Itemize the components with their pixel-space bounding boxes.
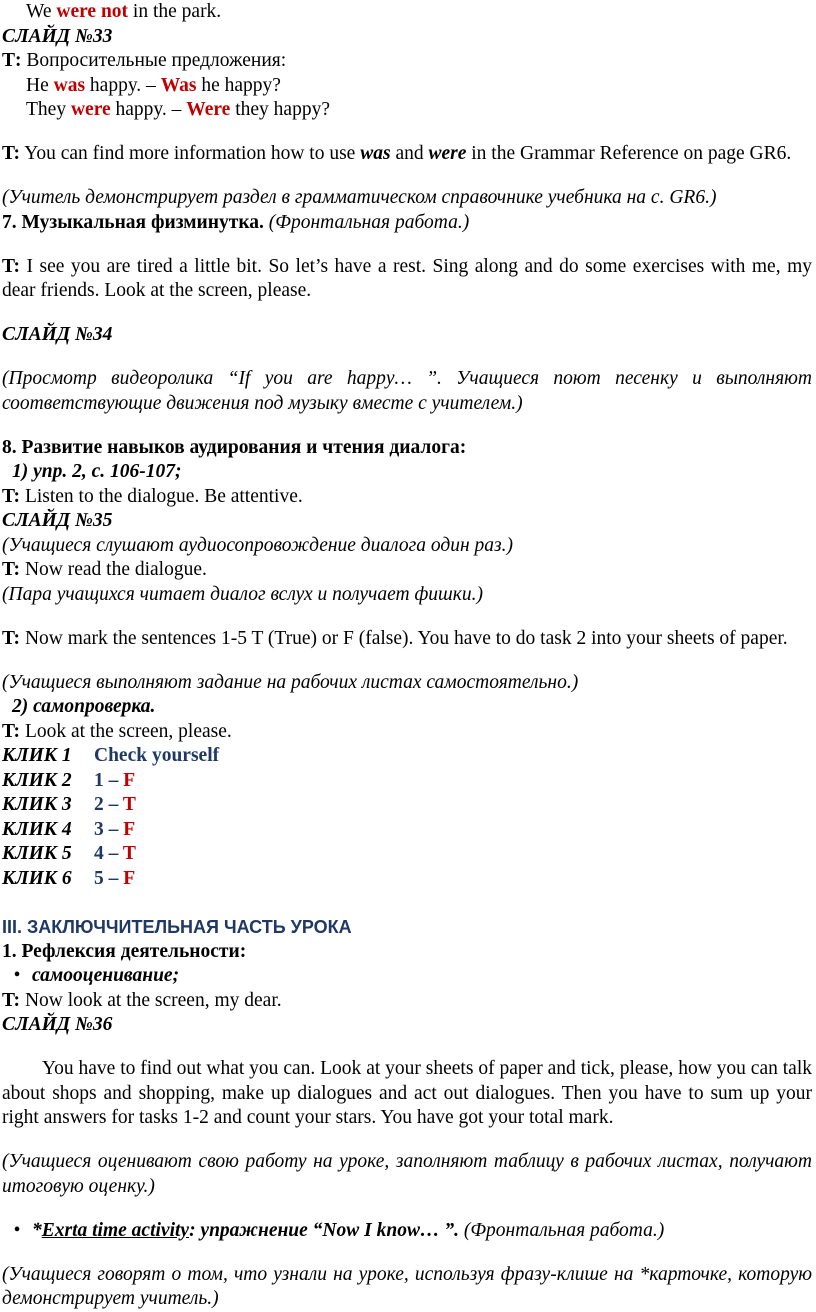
subsection-1: 1) упр. 2, с. 106-107; bbox=[12, 461, 182, 482]
example-line-we-were-not bbox=[2, 0, 812, 25]
stage-direction-grammar: (Учитель демонстрирует раздел в грамматическом справочнике учебника на с. GR6.) bbox=[2, 187, 717, 208]
text: happy. – bbox=[110, 99, 187, 120]
teacher-marker: T: bbox=[2, 720, 21, 742]
klik-dash: – bbox=[103, 843, 123, 864]
stage-direction-pair: (Пара учащихся читает диалог вслух и получает фишки.) bbox=[2, 583, 483, 605]
text: happy. – bbox=[85, 74, 161, 96]
klik-value: 4 bbox=[94, 843, 104, 864]
heading-note: (Фронтальная работа.) bbox=[263, 211, 470, 233]
text: You can find more information how to use bbox=[20, 143, 361, 164]
text: (Фронтальная работа.) bbox=[458, 1219, 665, 1241]
teacher-marker: T: bbox=[2, 989, 21, 1011]
klik-answer: T bbox=[122, 794, 136, 815]
text: in the Grammar Reference on page GR6. bbox=[466, 143, 792, 164]
slide-label-35: СЛАЙД №35 bbox=[2, 510, 113, 531]
slide-label-33: СЛАЙД №33 bbox=[2, 25, 113, 47]
text: We bbox=[26, 1, 57, 22]
klik-label: КЛИК 1 bbox=[2, 745, 72, 766]
teacher-marker: T: bbox=[2, 485, 21, 507]
section-heading-8: 8. Развитие навыков аудирования и чтения диалога: bbox=[2, 436, 467, 458]
teacher-line-listen bbox=[2, 485, 812, 510]
subsection-2: 2) самопроверка. bbox=[12, 696, 156, 717]
klik-label: КЛИК 4 bbox=[2, 818, 72, 840]
text: Вопросительные предложения: bbox=[21, 50, 287, 71]
teacher-marker: Т: bbox=[2, 50, 22, 71]
text: Look at the screen, please. bbox=[20, 720, 232, 742]
stage-direction-phrase: (Учащиеся говорят о том, что узнали на уроке, используя фразу-клише на *карточке, которую демонстрирует учитель.) bbox=[2, 1263, 812, 1309]
emphasis-was: was bbox=[360, 143, 391, 164]
teacher-line-look bbox=[2, 720, 812, 745]
highlight-was-question: Was bbox=[160, 74, 197, 96]
example-line-he-was bbox=[2, 74, 812, 99]
klik-answer: F bbox=[123, 867, 136, 889]
heading-title: 7. Музыкальная физминутка. bbox=[2, 211, 264, 233]
klik-label: КЛИК 3 bbox=[2, 794, 72, 815]
klik-answer: F bbox=[123, 769, 136, 791]
klik-row bbox=[2, 793, 812, 818]
highlight-were-question: Were bbox=[186, 99, 231, 120]
bullet-item-self-assessment bbox=[2, 964, 812, 989]
text: They bbox=[26, 99, 71, 120]
slide-label-34: СЛАЙД №34 bbox=[2, 324, 113, 345]
text: He bbox=[26, 74, 54, 96]
klik-label: КЛИК 6 bbox=[2, 867, 72, 889]
klik-dash: – bbox=[103, 818, 124, 840]
highlight-were: were bbox=[56, 1, 97, 22]
bullet-item-extra-activity bbox=[2, 1219, 812, 1244]
example-line-they-were bbox=[2, 98, 812, 123]
stage-direction-worksheet: (Учащиеся выполняют задание на рабочих листах самостоятельно.) bbox=[2, 671, 579, 693]
klik-row bbox=[2, 818, 812, 843]
klik-value: 1 bbox=[94, 769, 104, 791]
teacher-marker: T: bbox=[2, 143, 21, 164]
klik-dash: – bbox=[103, 769, 124, 791]
extra-activity-title: Exrta time activity bbox=[41, 1219, 190, 1241]
teacher-marker: T: bbox=[2, 559, 21, 580]
klik-label: КЛИК 5 bbox=[2, 843, 72, 864]
stage-direction-video: (Просмотр видеоролика “If you are happy… ”. Учащиеся поют песенку и выполняют соответствующие движения под музыку вместе с учителем.) bbox=[2, 368, 812, 414]
klik-value: Check yourself bbox=[94, 745, 220, 766]
text: Now read the dialogue. bbox=[20, 559, 207, 580]
teacher-marker: T: bbox=[2, 627, 21, 649]
text: самооценивание; bbox=[32, 965, 180, 986]
klik-dash: – bbox=[103, 867, 124, 889]
teacher-line-rest bbox=[2, 255, 812, 304]
slide-label-36: СЛАЙД №36 bbox=[2, 1014, 113, 1035]
highlight-not: not bbox=[100, 1, 129, 22]
teacher-line-questions bbox=[2, 49, 812, 74]
text: * bbox=[32, 1219, 42, 1241]
text: Now mark the sentences 1-5 T (True) or F (false). You have to do task 2 into your sheets of paper. bbox=[20, 627, 788, 649]
section-heading-iii: III. ЗАКЛЮЧЧИТЕЛЬНАЯ ЧАСТЬ УРОКА bbox=[2, 917, 352, 937]
teacher-paragraph-self-check: You have to find out what you can. Look at your sheets of paper and tick, please, how you can talk about shops and shopping, make up dialogues and act out dialogues. Then you have to sum up your right answers for tasks 1-2 and count your stars. You have got your total mark. bbox=[2, 1058, 812, 1128]
subsection-reflection: 1. Рефлексия деятельности: bbox=[2, 940, 247, 962]
highlight-was: was bbox=[53, 74, 86, 96]
stage-direction-evaluate: (Учащиеся оценивают свою работу на уроке, заполняют таблицу в рабочих листах, получают итоговую оценку.) bbox=[2, 1151, 812, 1197]
klik-label: КЛИК 2 bbox=[2, 769, 72, 791]
klik-list bbox=[2, 744, 812, 891]
text: they happy? bbox=[230, 99, 330, 120]
teacher-marker: T: bbox=[2, 255, 21, 277]
klik-value: 3 bbox=[94, 818, 104, 840]
klik-answer: T bbox=[122, 843, 136, 864]
section-heading-7 bbox=[2, 211, 812, 236]
highlight-were: were bbox=[70, 99, 111, 120]
teacher-line-look-dear bbox=[2, 989, 812, 1014]
klik-row bbox=[2, 867, 812, 892]
stage-direction-audio: (Учащиеся слушают аудиосопровождение диалога один раз.) bbox=[2, 534, 514, 556]
text: : упражнение “Now I know… ”. bbox=[189, 1219, 459, 1241]
text: I see you are tired a little bit. So let’s have a rest. Sing along and do some exercises with me, my dear friends. Look at the screen, please. bbox=[2, 255, 812, 301]
emphasis-were: were bbox=[428, 143, 467, 164]
text: he happy? bbox=[196, 74, 281, 96]
teacher-line-grammar-reference bbox=[2, 142, 812, 167]
bullet-icon: • bbox=[13, 965, 21, 986]
text: and bbox=[390, 143, 429, 164]
text: in the park. bbox=[128, 1, 222, 22]
klik-row bbox=[2, 769, 812, 794]
klik-row bbox=[2, 744, 812, 769]
klik-value: 2 bbox=[94, 794, 104, 815]
klik-row bbox=[2, 842, 812, 867]
text: Listen to the dialogue. Be attentive. bbox=[20, 485, 303, 507]
teacher-line-mark bbox=[2, 627, 812, 652]
text: Now look at the screen, my dear. bbox=[20, 989, 282, 1011]
klik-answer: F bbox=[123, 818, 136, 840]
klik-value: 5 bbox=[94, 867, 104, 889]
teacher-line-read bbox=[2, 558, 812, 583]
bullet-icon: • bbox=[13, 1219, 21, 1241]
klik-dash: – bbox=[103, 794, 123, 815]
